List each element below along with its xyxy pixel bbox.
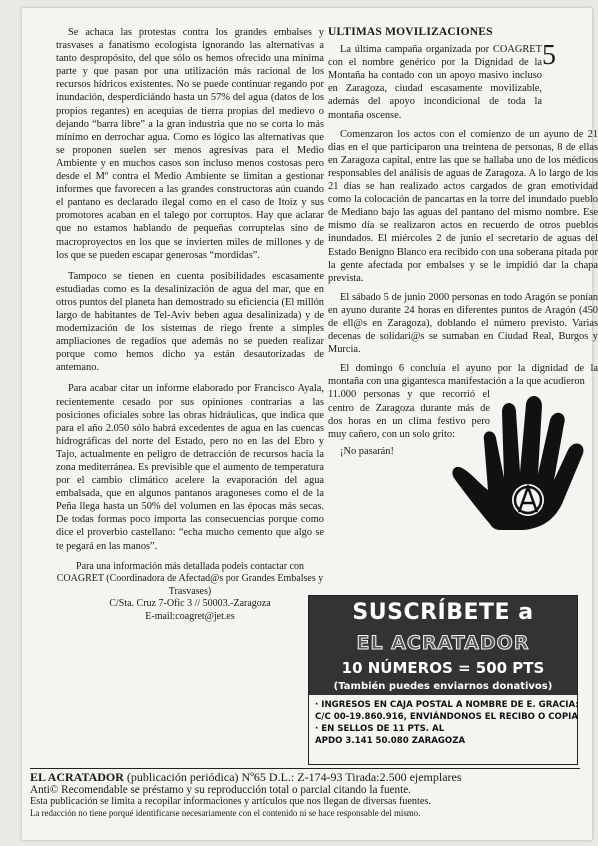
page-number: 5 — [542, 40, 556, 71]
footer-line-1 — [30, 771, 580, 784]
footer-line-4: La redacción no tiene porqué identificarse necesariamente con el contenido ni se hace responsable del mismo. — [30, 807, 421, 818]
right-column — [328, 26, 598, 517]
contact-block — [56, 561, 324, 624]
right-paragraph-3: El sábado 5 de junio 2000 personas en todo Aragón se ponían en ayuno durante 24 horas en diferentes puntos de Aragón (450 de ell@s en Zaragoza), doblando el número previsto. Varias decenas de solidari@s se sumaban en Ciudad Real, Burgos y Murcia. — [328, 291, 598, 356]
document-page — [22, 8, 598, 840]
left-paragraph-2: Tampoco se tienen en cuenta posibilidades escasamente estudiadas como es la desalinización de agua del mar, que en otros puntos del planeta han demostrado su eficiencia (El millón largo de habitantes de Tel-Aviv beben agua desalinizada) y de modernización de los sistemas de riego frente a simples ampliaciones de regadíos que además no se pueden realizar porque como hemos dicho ya están desautorizadas de antemano. — [56, 270, 324, 374]
slogan: ¡No pasarán! — [340, 445, 394, 457]
ad-line-4: APDO 3.141 50.080 ZARAGOZA — [315, 736, 466, 746]
contact-address: C/Sta. Cruz 7-Ofic 3 // 50003.-Zaragoza — [109, 598, 271, 610]
ad-brand: EL ACRATADOR — [309, 630, 577, 658]
raised-hand-anarchy-icon — [450, 392, 598, 532]
ad-donations: (También puedes enviarnos donativos) — [309, 680, 577, 695]
publication-footer — [30, 768, 580, 818]
contact-email: E-mail:coagret@jet.es — [145, 611, 235, 623]
subscription-ad — [308, 595, 578, 765]
footer-line-3: Esta publicación se limita a recopilar informaciones y artículos que nos llegan de diversas fuentes. — [30, 796, 431, 807]
footer-line-2: Anti© Recomendable se préstamo y su reproducción total o parcial citando la fuente. — [30, 784, 411, 796]
left-column — [56, 26, 324, 624]
right-paragraph-1: La última campaña organizada por COAGRET con el nombre genérico por la Dignidad de la Montaña ha contado con un apoyo masivo incluso en Zaragoza, ciudad escasamente movilizable, además del apoyo incondicional de toda la montaña oscense. — [328, 44, 542, 121]
demonstration-text-narrow: 11.000 personas y que recorrió el centro de Zaragoza durante más de dos horas en un clima festivo pero muy cañero, con un solo grito: — [328, 389, 490, 440]
left-paragraph-3: Para acabar citar un informe elaborado por Francisco Ayala, recientemente cesado por sus opiniones contrarias a las posiciones oficiales sobre las obras hidráulicas, que indica que para el año 2.050 sólo habrá excedentes de agua en las cuencas hidrográficas del norte del Estado, pero no en las del Ebro y Tajo, actualmente en peligro de detracción de recursos hacia la zona mediterránea. Es previsible que el aumento de temperatura por el cambio climático acelere la evaporación del agua embalsada, que en algunos pantanos aragoneses como el de la Peña llega hasta un 50% del volumen en las épocas más secas. De todas formas poco importa las consecuencias porque como dice el proverbio castellano: “echa mucho cemento que algo se te pegará en las manos”. — [56, 383, 324, 552]
demonstration-paragraph — [328, 362, 598, 517]
footer-info: (publicación periódica) Nº65 D.L.: Z-174-93 Tirada:2.500 ejemplares — [123, 770, 462, 784]
footer-title: EL ACRATADOR — [30, 770, 124, 784]
ad-line-1: · INGRESOS EN CAJA POSTAL A NOMBRE DE E. GRACIA: — [315, 700, 579, 710]
section-heading: ULTIMAS MOVILIZACIONES — [328, 26, 493, 38]
ad-line-2: C/C 00-19.860.916, ENVIÁNDONOS EL RECIBO O COPIA — [315, 712, 578, 722]
ad-payment-info — [309, 695, 577, 751]
right-paragraph-2: Comenzaron los actos con el comienzo de un ayuno de 21 dias en el que participaron una treintena de personas, 8 de ellas en Zaragoza capital, entre las que se hallaba uno de los médicos responsables del análisis de aguas de Zaragoza. A lo largo de los 21 días se han realizado actos cargados de gran emotividad como la colocación de pancartas en la torre del inundado pueblo de Mediano bajo las aguas del pantano del mismo nombre. Ese mismo día se realizaron actos en recuerdo de otros pueblos inundados. El miércoles 2 de junio el secretario de aguas del Estado Benigno Blanco era recibido con una soberana pitada por la gente afectada por embalses y se le impidió dar la chapa prevista. — [328, 128, 598, 284]
demonstration-text-full: El domingo 6 concluía el ayuno por la dignidad de la montaña con una gigantesca manifestación a la que acudieron — [328, 363, 598, 388]
left-paragraph-1: Se achaca las protestas contra los grandes embalses y trasvases a fanatismo ecologista ignorando las alternativas a tanto despropósito, del que sólo os hemos ofrecido una mínima parte y que pasan por una utilización más racional de los recursos hídricos existentes. No se puede continuar regando por inundación, desperdiciándo hasta un 57% del agua (datos de los propios regantes) en acequias de tierra propias del medievo o dejando “barra libre” a la gran industria que no se corta lo más mínimo en derrochar agua. Como es lógico las alternativas que se proponen suelen ser menos agresivas para el Medio Ambiente y en muchos casos son incluso menos costosas pero desde el Mº contra el Medio Ambiente se limitan a gestionar informes que favorecen a las grandes constructoras aún cuando el pantano es declarado ilegal como en el caso de Itoiz y sus promotores acaban en el talego por corruptos. Hay que aclarar que no estamos hablando de pequeñas corruptelas sino de macroproyectos en los que se invierten miles de millones y de los que se pueden escapar generosas “mordidas”. — [56, 27, 324, 261]
ad-headline: SUSCRÍBETE a — [309, 596, 577, 630]
contact-intro: Para una información más detallada podeis contactar con COAGRET (Coordinadora de Afectad@s por Grandes Embalses y Trasvases) — [56, 560, 324, 597]
ad-line-3: · EN SELLOS DE 11 PTS. AL — [315, 724, 445, 734]
ad-offer: 10 NÚMEROS = 500 PTS — [309, 658, 577, 680]
